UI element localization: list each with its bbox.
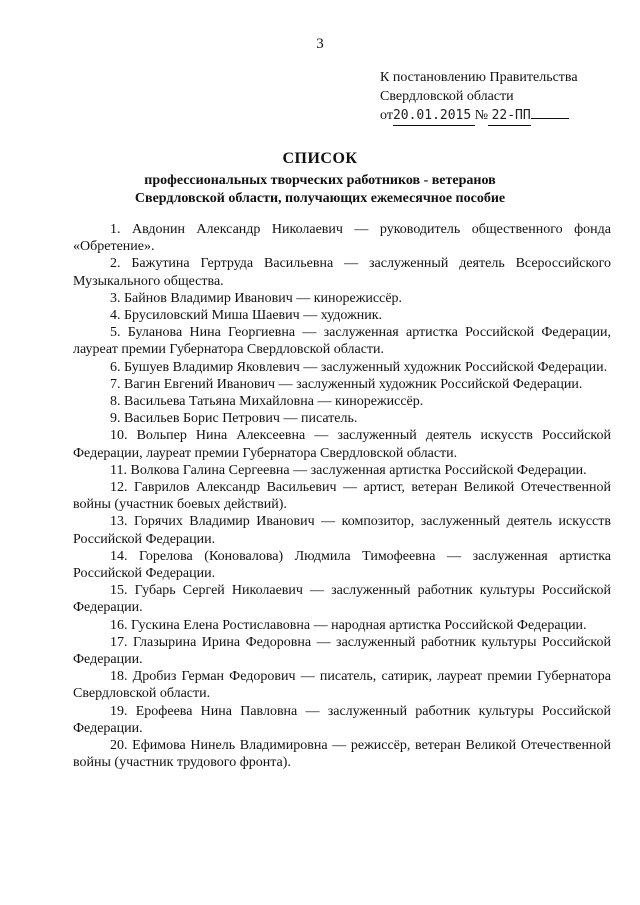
appendix-line-1: К постановлению Правительства xyxy=(380,70,578,85)
number-sign: № xyxy=(474,108,489,123)
list-item: 15. Губарь Сергей Николаевич — заслуженный работник культуры Российской Федерации. xyxy=(73,583,611,616)
list-item: 19. Ерофеева Нина Павловна — заслуженный работник культуры Российской Федерации. xyxy=(73,703,611,736)
list-item: 7. Вагин Евгений Иванович — заслуженный художник Российской Федерации. xyxy=(110,376,583,392)
title-block xyxy=(0,150,640,208)
decree-date: 20.01.2015 xyxy=(393,106,471,126)
decree-number: 22-ПП xyxy=(492,106,531,126)
list-item: 16. Гускина Елена Ростиславовна — народная артистка Российской Федерации. xyxy=(110,617,587,633)
date-prefix: от xyxy=(380,108,393,123)
document-title: СПИСОК xyxy=(282,150,358,167)
list-item: 18. Дробиз Герман Федорович — писатель, сатирик, лауреат премии Губернатора Свердловской области. xyxy=(73,669,611,702)
veterans-list xyxy=(73,221,611,772)
appendix-header xyxy=(380,68,578,126)
appendix-date-line xyxy=(380,106,578,126)
list-item: 2. Бажутина Гертруда Васильевна — заслуженный деятель Всероссийского Музыкального общества. xyxy=(73,256,611,289)
list-item: 17. Глазырина Ирина Федоровна — заслуженный работник культуры Российской Федерации. xyxy=(73,634,611,668)
list-item: 10. Вольпер Нина Алексеевна — заслуженный деятель искусств Российской Федерации, лауреат премии Губернатора Свердловской области. xyxy=(73,428,611,461)
list-item: 8. Васильева Татьяна Михайловна — кинорежиссёр. xyxy=(110,394,424,410)
list-item: 14. Горелова (Коновалова) Людмила Тимофеевна — заслуженная артистка Российской Федерации. xyxy=(73,548,611,582)
document-subtitle-line-2: Свердловской области, получающих ежемесячное пособие xyxy=(134,191,506,206)
list-item: 3. Байнов Владимир Иванович — кинорежиссёр. xyxy=(110,290,403,306)
page-number: 3 xyxy=(316,36,324,52)
list-item: 13. Горячих Владимир Иванович — композитор, заслуженный деятель искусств Российской Федерации. xyxy=(73,514,611,547)
list-item: 9. Васильев Борис Петрович — писатель. xyxy=(110,411,358,427)
list-item: 4. Брусиловский Миша Шаевич — художник. xyxy=(110,308,383,324)
appendix-line-2: Свердловской области xyxy=(380,89,514,104)
list-item: 12. Гаврилов Александр Васильевич — артист, ветеран Великой Отечественной войны (участник боевых действий). xyxy=(73,480,611,513)
list-item: 1. Авдонин Александр Николаевич — руководитель общественного фонда «Обретение». xyxy=(73,222,611,255)
document-subtitle-line-1: профессиональных творческих работников - ветеранов xyxy=(144,173,496,188)
list-item: 5. Буланова Нина Георгиевна — заслуженная артистка Российской Федерации, лауреат премии Губернатора Свердловской области. xyxy=(73,325,611,358)
list-item: 11. Волкова Галина Сергеевна — заслуженная артистка Российской Федерации. xyxy=(110,462,587,478)
list-item: 6. Бушуев Владимир Яковлевич — заслуженный художник Российской Федерации. xyxy=(110,359,608,375)
list-item: 20. Ефимова Нинель Владимировна — режиссёр, ветеран Великой Отечественной войны (участник трудового фронта). xyxy=(73,738,611,771)
